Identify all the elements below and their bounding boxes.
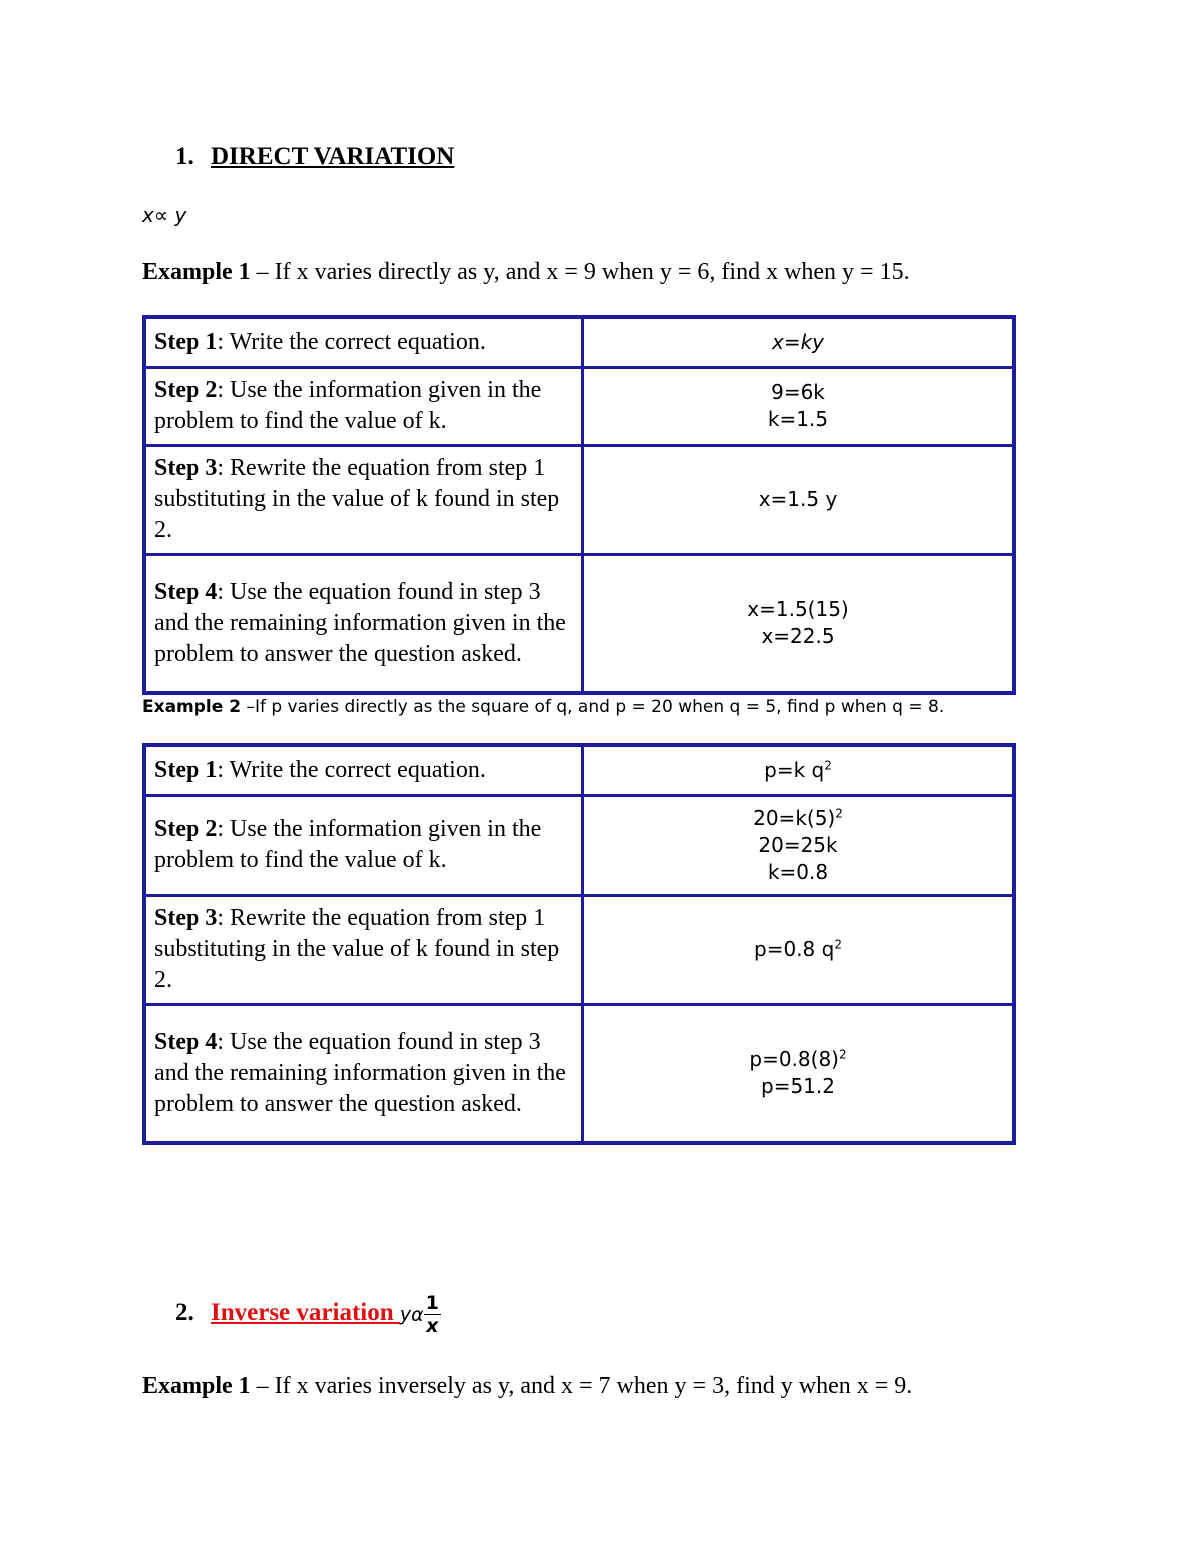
step-text: : Write the correct equation.	[217, 756, 486, 783]
example-label: Example 2	[142, 697, 242, 717]
equation-line: p=51.2	[761, 1074, 835, 1099]
equation-cell	[583, 895, 1015, 1004]
table-row	[144, 367, 1014, 445]
step-label-cell	[144, 317, 583, 367]
example-1-statement	[142, 259, 910, 286]
step-text: : Rewrite the equation from step 1 substituting in the value of k found in step 2.	[154, 455, 560, 543]
equation-cell	[583, 554, 1015, 693]
exponent: 2	[834, 937, 842, 952]
section-1-heading	[175, 143, 454, 171]
equation-line: x=1.5 y	[758, 487, 838, 511]
equation-cell	[583, 1004, 1015, 1143]
step-name: Step 2	[154, 816, 218, 842]
steps-table-2	[142, 743, 1016, 1145]
fraction-numerator: 1	[425, 1292, 439, 1314]
exponent: 2	[835, 805, 843, 820]
step-label-cell	[144, 367, 583, 445]
equation-line: k=0.8	[767, 859, 829, 884]
equation-line: 9=6k	[771, 380, 825, 404]
step-label-cell	[144, 1004, 583, 1143]
step-name: Step 1	[154, 328, 218, 355]
step-name: Step 4	[154, 578, 218, 605]
table-row	[144, 554, 1014, 693]
section-number: 1.	[175, 143, 194, 170]
example-label: Example 1	[142, 1373, 251, 1399]
example-text: –If p varies directly as the square of q, and p = 20 when q = 5, find p when q = 8.	[241, 697, 945, 717]
example-text: – If x varies inversely as y, and x = 7 when y = 3, find y when x = 9.	[250, 1373, 913, 1399]
fraction	[424, 1292, 441, 1337]
equation-cell	[583, 745, 1015, 795]
equation-cell	[583, 367, 1015, 445]
section-number: 2.	[175, 1299, 194, 1327]
equation-line: p=0.8(8)	[749, 1047, 839, 1072]
equation-line: p=0.8 q	[754, 937, 835, 961]
step-label-cell	[144, 745, 583, 795]
proportional-notation: x∝ y	[142, 203, 187, 227]
step-label-cell	[144, 445, 583, 554]
step-name: Step 3	[154, 455, 218, 481]
equation-line: k=1.5	[767, 407, 829, 431]
step-label-cell	[144, 895, 583, 1004]
table-row	[144, 445, 1014, 554]
equation-line: x=1.5(15)	[747, 597, 849, 622]
step-name: Step 1	[154, 756, 218, 783]
inverse-notation: yα	[399, 1303, 424, 1326]
exponent: 2	[824, 758, 832, 773]
equation-cell	[583, 795, 1015, 895]
table-row	[144, 795, 1014, 895]
steps-table-1	[142, 315, 1016, 695]
step-label-cell	[144, 554, 583, 693]
example-text: – If x varies directly as y, and x = 9 when y = 6, find x when y = 15.	[250, 259, 910, 285]
example-2-statement	[142, 697, 944, 717]
equation-line: 20=25k	[758, 832, 838, 857]
table-row	[144, 317, 1014, 367]
section-title: DIRECT VARIATION	[211, 143, 455, 170]
inverse-example-1-statement	[142, 1373, 912, 1400]
section-title: Inverse variation	[211, 1299, 400, 1327]
step-name: Step 2	[154, 377, 218, 403]
table-row	[144, 1004, 1014, 1143]
step-text: : Use the equation found in step 3 and the remaining information given in the problem to answer the question asked.	[154, 578, 566, 667]
step-text: : Use the equation found in step 3 and the remaining information given in the problem to answer the question asked.	[154, 1028, 566, 1117]
exponent: 2	[838, 1047, 847, 1062]
equation-line: x=22.5	[761, 624, 835, 649]
step-name: Step 4	[154, 1028, 218, 1055]
step-text: : Use the information given in the problem to find the value of k.	[154, 377, 542, 434]
equation-cell	[583, 445, 1015, 554]
step-name: Step 3	[154, 905, 218, 931]
step-text: : Use the information given in the problem to find the value of k.	[154, 816, 542, 873]
example-label: Example 1	[142, 259, 251, 285]
step-label-cell	[144, 795, 583, 895]
step-text: : Rewrite the equation from step 1 substituting in the value of k found in step 2.	[154, 905, 560, 993]
table-row	[144, 895, 1014, 1004]
fraction-denominator: x	[426, 1315, 439, 1337]
equation-line: x=ky	[771, 329, 824, 354]
equation-line: p=k q	[764, 757, 825, 782]
table-row	[144, 745, 1014, 795]
equation-cell	[583, 317, 1015, 367]
step-text: : Write the correct equation.	[217, 328, 486, 355]
equation-line: 20=k(5)	[753, 805, 836, 830]
section-2-heading	[175, 1292, 441, 1337]
